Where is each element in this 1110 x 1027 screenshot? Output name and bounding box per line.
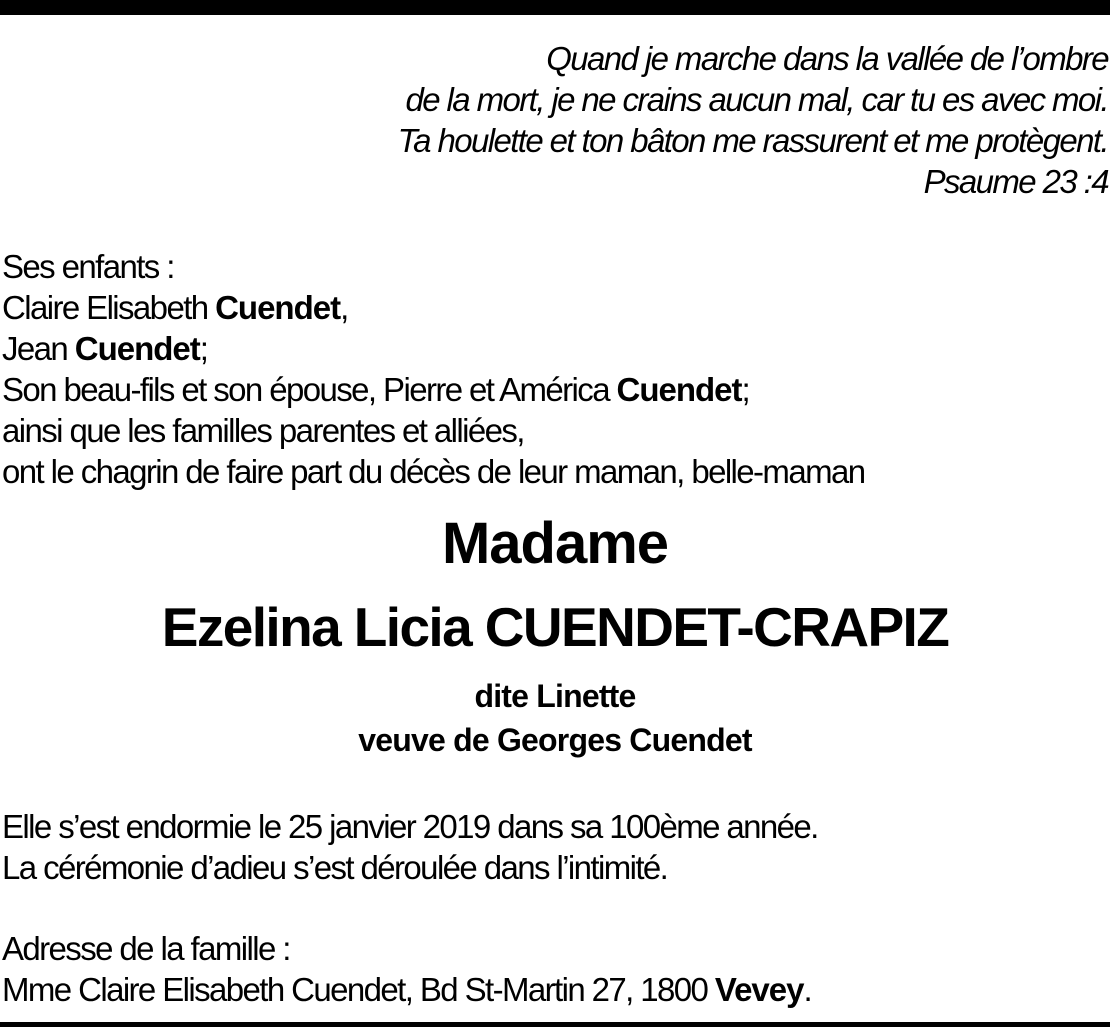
punctuation: , (340, 289, 348, 326)
epigraph-line: Ta houlette et ton bâton me rassurent et me protègent. (397, 122, 1108, 159)
family-member-line (2, 328, 864, 369)
address-city: Vevey (714, 971, 804, 1008)
deceased-nickname: dite Linette (474, 678, 636, 714)
epigraph-line: Quand je marche dans la vallée de l’ombre (546, 40, 1108, 77)
announcement-line: ont le chagrin de faire part du décès de leur maman, belle-maman (2, 453, 865, 490)
epigraph-citation: Psaume 23 :4 (923, 163, 1108, 200)
epigraph-quote (108, 38, 1108, 202)
family-member-line (2, 369, 864, 410)
punctuation: ; (741, 371, 750, 408)
address-line (2, 969, 811, 1010)
punctuation: ; (199, 330, 208, 367)
member-first-name: Son beau-fils et son épouse, Pierre et América (2, 371, 617, 408)
death-notice (2, 806, 818, 888)
epigraph-line: de la mort, je ne crains aucun mal, car tu es avec moi. (405, 81, 1108, 118)
family-announcement (2, 246, 864, 492)
deceased-name: Ezelina Licia CUENDET-CRAPIZ (161, 596, 949, 658)
member-first-name: Jean (2, 330, 75, 367)
family-address (2, 928, 811, 1010)
ceremony-line: La cérémonie d’adieu s’est déroulée dans l’intimité. (2, 849, 668, 886)
member-surname: Cuendet (215, 289, 341, 326)
punctuation: . (803, 971, 812, 1008)
address-street: Mme Claire Elisabeth Cuendet, Bd St-Martin 27, 1800 (2, 971, 715, 1008)
member-surname: Cuendet (616, 371, 742, 408)
death-date-line: Elle s’est endormie le 25 janvier 2019 dans sa 100ème année. (2, 808, 818, 845)
deceased-honorific: Madame (441, 511, 669, 576)
bottom-rule (0, 1022, 1110, 1027)
family-member-line (2, 287, 864, 328)
top-rule (0, 0, 1110, 15)
family-relatives-line: ainsi que les familles parentes et alliées, (2, 412, 524, 449)
address-label: Adresse de la famille : (2, 930, 290, 967)
family-intro: Ses enfants : (2, 248, 174, 285)
member-surname: Cuendet (74, 330, 200, 367)
deceased-widow-of: veuve de Georges Cuendet (358, 722, 752, 758)
member-first-name: Claire Elisabeth (2, 289, 216, 326)
